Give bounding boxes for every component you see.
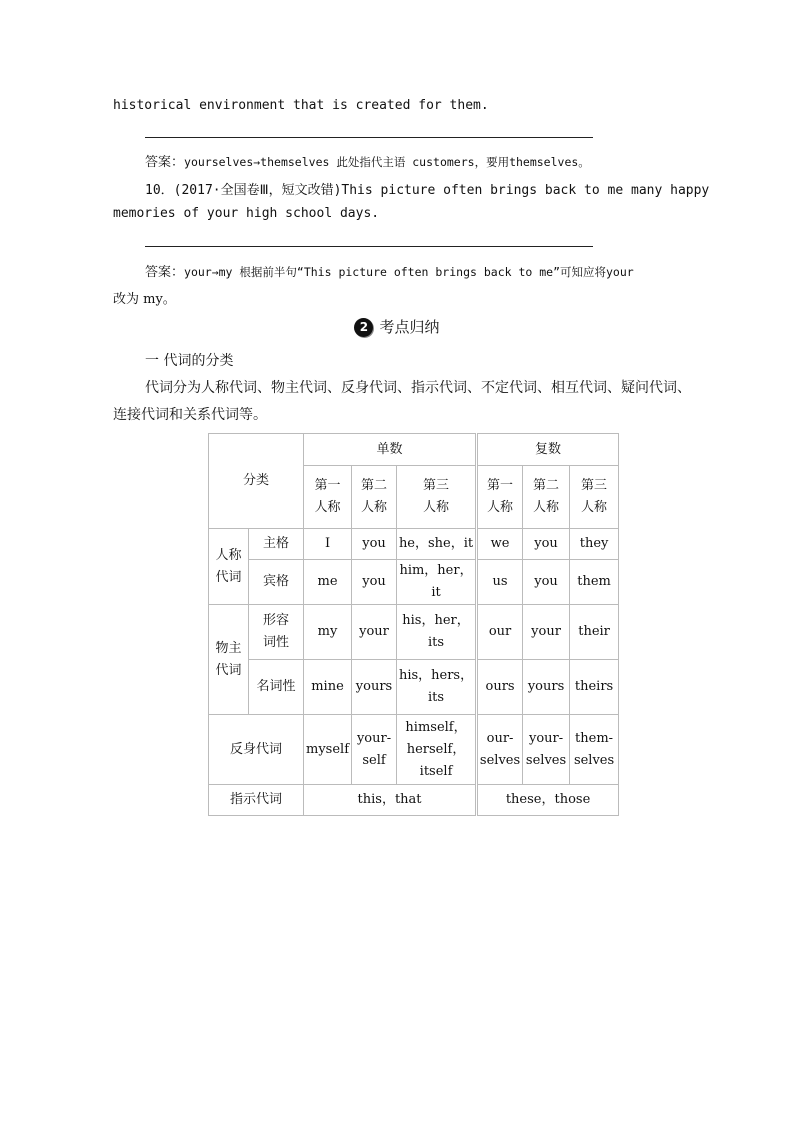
- table-cell: yours: [352, 660, 397, 715]
- header-person-3: 第三 人称: [397, 466, 477, 529]
- table-cell: you: [523, 529, 570, 560]
- paragraph-line-1: 代词分为人称代词、物主代词、反身代词、指示代词、不定代词、相互代词、疑问代词、: [145, 380, 691, 396]
- table-cell: he，she，it: [397, 529, 477, 560]
- answer-10-cont: 改为 my。: [113, 292, 176, 307]
- table-cell: himself， herself， itself: [397, 715, 477, 785]
- section-number-badge: 2: [354, 318, 373, 337]
- header-person-2: 第二 人称: [352, 466, 397, 529]
- row-nominal: 名词性: [249, 660, 304, 715]
- answer-9-text: yourselves→themselves 此处指代主语 customers，要用themselves。: [184, 155, 590, 169]
- table-cell: you: [352, 560, 397, 605]
- question-10-cont: memories of your high school days.: [113, 206, 380, 221]
- row-reflexive: 反身代词: [209, 715, 304, 785]
- table-cell: them- selves: [570, 715, 619, 785]
- header-category: 分类: [209, 434, 304, 529]
- pronoun-table: [208, 433, 619, 816]
- row-personal-pronoun: 人称 代词: [209, 529, 249, 605]
- section-heading: [0, 316, 794, 337]
- answer-rule-1: [145, 137, 593, 138]
- table-cell: this，that: [304, 785, 477, 816]
- section-title: 考点归纳: [379, 318, 440, 336]
- table-cell: us: [477, 560, 523, 605]
- answer-10: [145, 261, 634, 280]
- answer-rule-2: [145, 246, 593, 247]
- table-cell: them: [570, 560, 619, 605]
- table-cell: they: [570, 529, 619, 560]
- table-cell: yours: [523, 660, 570, 715]
- answer-9: [145, 151, 590, 170]
- text-line-1: historical environment that is created for them.: [113, 98, 489, 113]
- table-cell: I: [304, 529, 352, 560]
- table-cell: their: [570, 605, 619, 660]
- table-cell: my: [304, 605, 352, 660]
- subsection-heading: 一 代词的分类: [145, 353, 234, 369]
- header-person-1-plural: 第一 人称: [477, 466, 523, 529]
- header-singular: 单数: [304, 434, 477, 466]
- table-cell: me: [304, 560, 352, 605]
- answer-10-text: your→my 根据前半句“This picture often brings back to me”可知应将your: [184, 265, 634, 279]
- row-subject: 主格: [249, 529, 304, 560]
- question-10: 10．(2017·全国卷Ⅲ，短文改错)This picture often brings back to me many happy: [145, 183, 710, 198]
- table-cell: these，those: [477, 785, 619, 816]
- table-cell: him，her，it: [397, 560, 477, 605]
- row-possessive-pronoun: 物主 代词: [209, 605, 249, 715]
- table-cell: your- selves: [523, 715, 570, 785]
- answer-label: 答案：: [145, 155, 185, 170]
- header-person-1: 第一 人称: [304, 466, 352, 529]
- table-cell: his，hers， its: [397, 660, 477, 715]
- header-person-2-plural: 第二 人称: [523, 466, 570, 529]
- table-cell: theirs: [570, 660, 619, 715]
- table-cell: mine: [304, 660, 352, 715]
- row-adjectival: 形容 词性: [249, 605, 304, 660]
- table-cell: myself: [304, 715, 352, 785]
- header-plural: 复数: [477, 434, 619, 466]
- table-cell: his，her，its: [397, 605, 477, 660]
- table-cell: we: [477, 529, 523, 560]
- row-object: 宾格: [249, 560, 304, 605]
- table-cell: our: [477, 605, 523, 660]
- header-person-3-plural: 第三 人称: [570, 466, 619, 529]
- table-cell: our- selves: [477, 715, 523, 785]
- table-cell: ours: [477, 660, 523, 715]
- answer-label: 答案：: [145, 265, 185, 280]
- table-cell: your: [352, 605, 397, 660]
- table-cell: you: [523, 560, 570, 605]
- table-cell: your: [523, 605, 570, 660]
- table-cell: you: [352, 529, 397, 560]
- table-cell: your- self: [352, 715, 397, 785]
- paragraph-line-2: 连接代词和关系代词等。: [113, 407, 267, 423]
- row-demonstrative: 指示代词: [209, 785, 304, 816]
